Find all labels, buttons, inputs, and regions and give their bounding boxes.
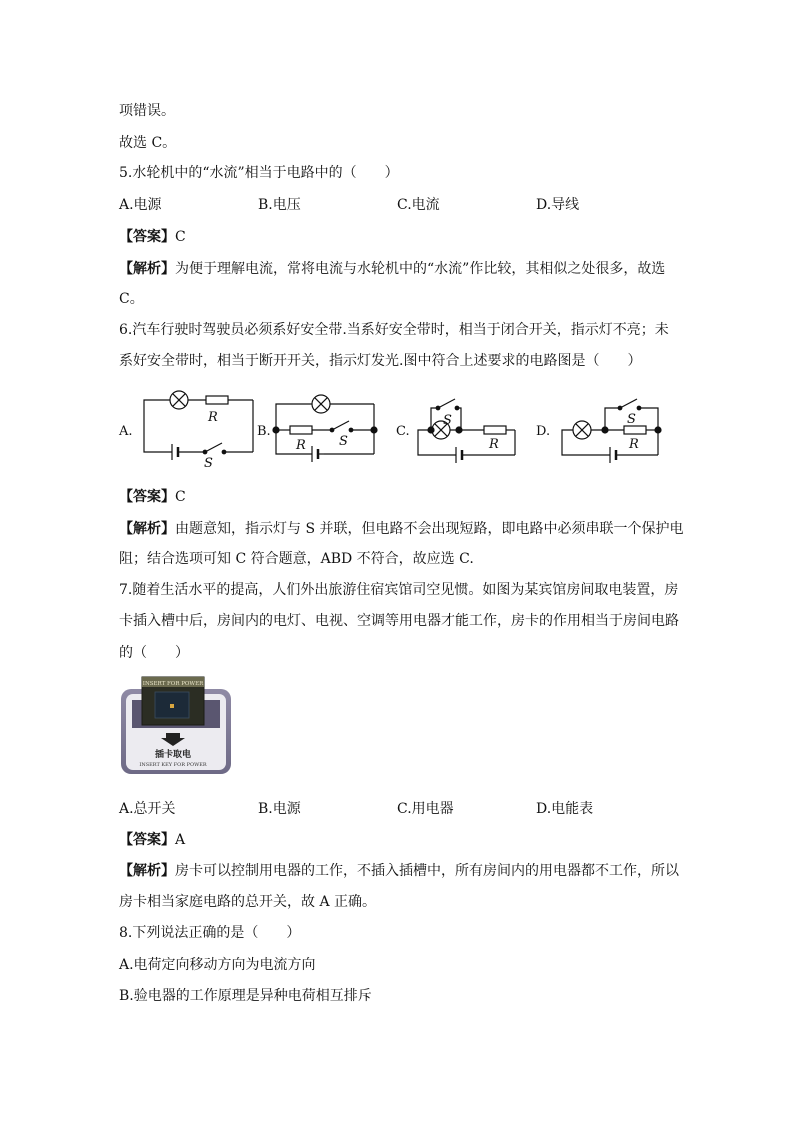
- text-line: C。: [119, 291, 144, 307]
- question-5: 5.水轮机中的“水流”相当于电路中的（ ）: [119, 165, 399, 181]
- q7-option-b: B.电源: [258, 801, 301, 817]
- resistor-d-label: R: [629, 437, 639, 452]
- q5-option-d: D.导线: [536, 197, 580, 213]
- analysis-label: 【解析】: [119, 521, 175, 537]
- q8-option-b: B.验电器的工作原理是异种电荷相互排斥: [119, 988, 372, 1004]
- resistor-c: [484, 426, 506, 434]
- q7-option-a: A.总开关: [119, 801, 176, 817]
- circuit-diagrams: [0, 385, 794, 475]
- answer-5: [119, 227, 186, 247]
- card-top-text: INSERT FOR POWER: [142, 681, 204, 687]
- resistor-b: [290, 426, 312, 434]
- answer-7: [119, 830, 185, 850]
- circuit-a-label: A.: [119, 424, 133, 439]
- circuit-a-wire: [144, 400, 172, 452]
- switch-d-label: S: [627, 412, 636, 427]
- analysis-6: [119, 519, 684, 539]
- circuit-c-label: C.: [396, 424, 410, 439]
- analysis-text: 房卡可以控制用电器的工作，不插入插槽中，所有房间内的用电器都不工作，所以: [175, 863, 679, 879]
- card-power-device: [120, 675, 232, 775]
- analysis-5: [119, 259, 665, 279]
- analysis-text: 由题意知，指示灯与 S 并联，但电路不会出现短路，即电路中必须串联一个保护电: [175, 521, 684, 537]
- resistor-a-label: R: [208, 410, 218, 425]
- resistor-b-label: R: [296, 438, 306, 453]
- analysis-label: 【解析】: [119, 863, 175, 879]
- text-line: 房卡相当家庭电路的总开关，故 A 正确。: [119, 894, 377, 910]
- q7-option-d: D.电能表: [536, 801, 594, 817]
- answer-6: [119, 487, 186, 507]
- switch-d: [620, 399, 637, 408]
- q5-option-b: B.电压: [258, 197, 301, 213]
- resistor-d: [624, 426, 646, 434]
- answer-label: 【答案】: [119, 832, 175, 848]
- q5-option-a: A.电源: [119, 197, 162, 213]
- q8-option-a: A.电荷定向移动方向为电流方向: [119, 957, 316, 973]
- circuit-b-label: B.: [257, 424, 271, 439]
- text-line: 阻；结合选项可知 C 符合题意，ABD 不符合，故应选 C.: [119, 551, 474, 567]
- analysis-7: [119, 861, 679, 881]
- question-6-cont: 系好安全带时，相当于断开开关，指示灯发光.图中符合上述要求的电路图是（ ）: [119, 353, 642, 369]
- switch-c: [438, 399, 455, 408]
- q5-option-c: C.电流: [397, 197, 440, 213]
- question-7: 7.随着生活水平的提高，人们外出旅游住宿宾馆司空见惯。如图为某宾馆房间取电装置，房: [119, 582, 679, 598]
- answer-value: C: [175, 489, 186, 505]
- circuit-b-wire: [276, 404, 312, 454]
- switch-b-label: S: [339, 434, 348, 449]
- question-7-cont: 的（ ）: [119, 645, 189, 661]
- answer-label: 【答案】: [119, 489, 175, 505]
- switch-a-label: S: [204, 456, 213, 471]
- q7-option-c: C.用电器: [397, 801, 454, 817]
- text-line: 故选 C。: [119, 135, 177, 151]
- resistor-a: [206, 396, 228, 404]
- switch-c-label: S: [443, 413, 452, 428]
- question-8: 8.下列说法正确的是（ ）: [119, 925, 301, 941]
- card-en-text: INSERT KEY FOR POWER: [139, 762, 207, 768]
- question-6: 6.汽车行驶时驾驶员必须系好安全带.当系好安全带时，相当于闭合开关，指示灯不亮；未: [119, 322, 669, 338]
- answer-value: C: [175, 229, 186, 245]
- resistor-c-label: R: [489, 437, 499, 452]
- answer-value: A: [175, 832, 186, 848]
- card-cn-text: 插卡取电: [154, 750, 192, 760]
- question-7-cont: 卡插入槽中后，房间内的电灯、电视、空调等用电器才能工作，房卡的作用相当于房间电路: [119, 613, 679, 629]
- text-line: 项错误。: [119, 103, 175, 119]
- circuit-d-label: D.: [536, 424, 551, 439]
- analysis-text: 为便于理解电流，常将电流与水轮机中的“水流”作比较，其相似之处很多，故选: [175, 261, 666, 277]
- analysis-label: 【解析】: [119, 261, 175, 277]
- answer-label: 【答案】: [119, 229, 175, 245]
- switch-a: [205, 443, 222, 452]
- switch-b: [332, 421, 349, 430]
